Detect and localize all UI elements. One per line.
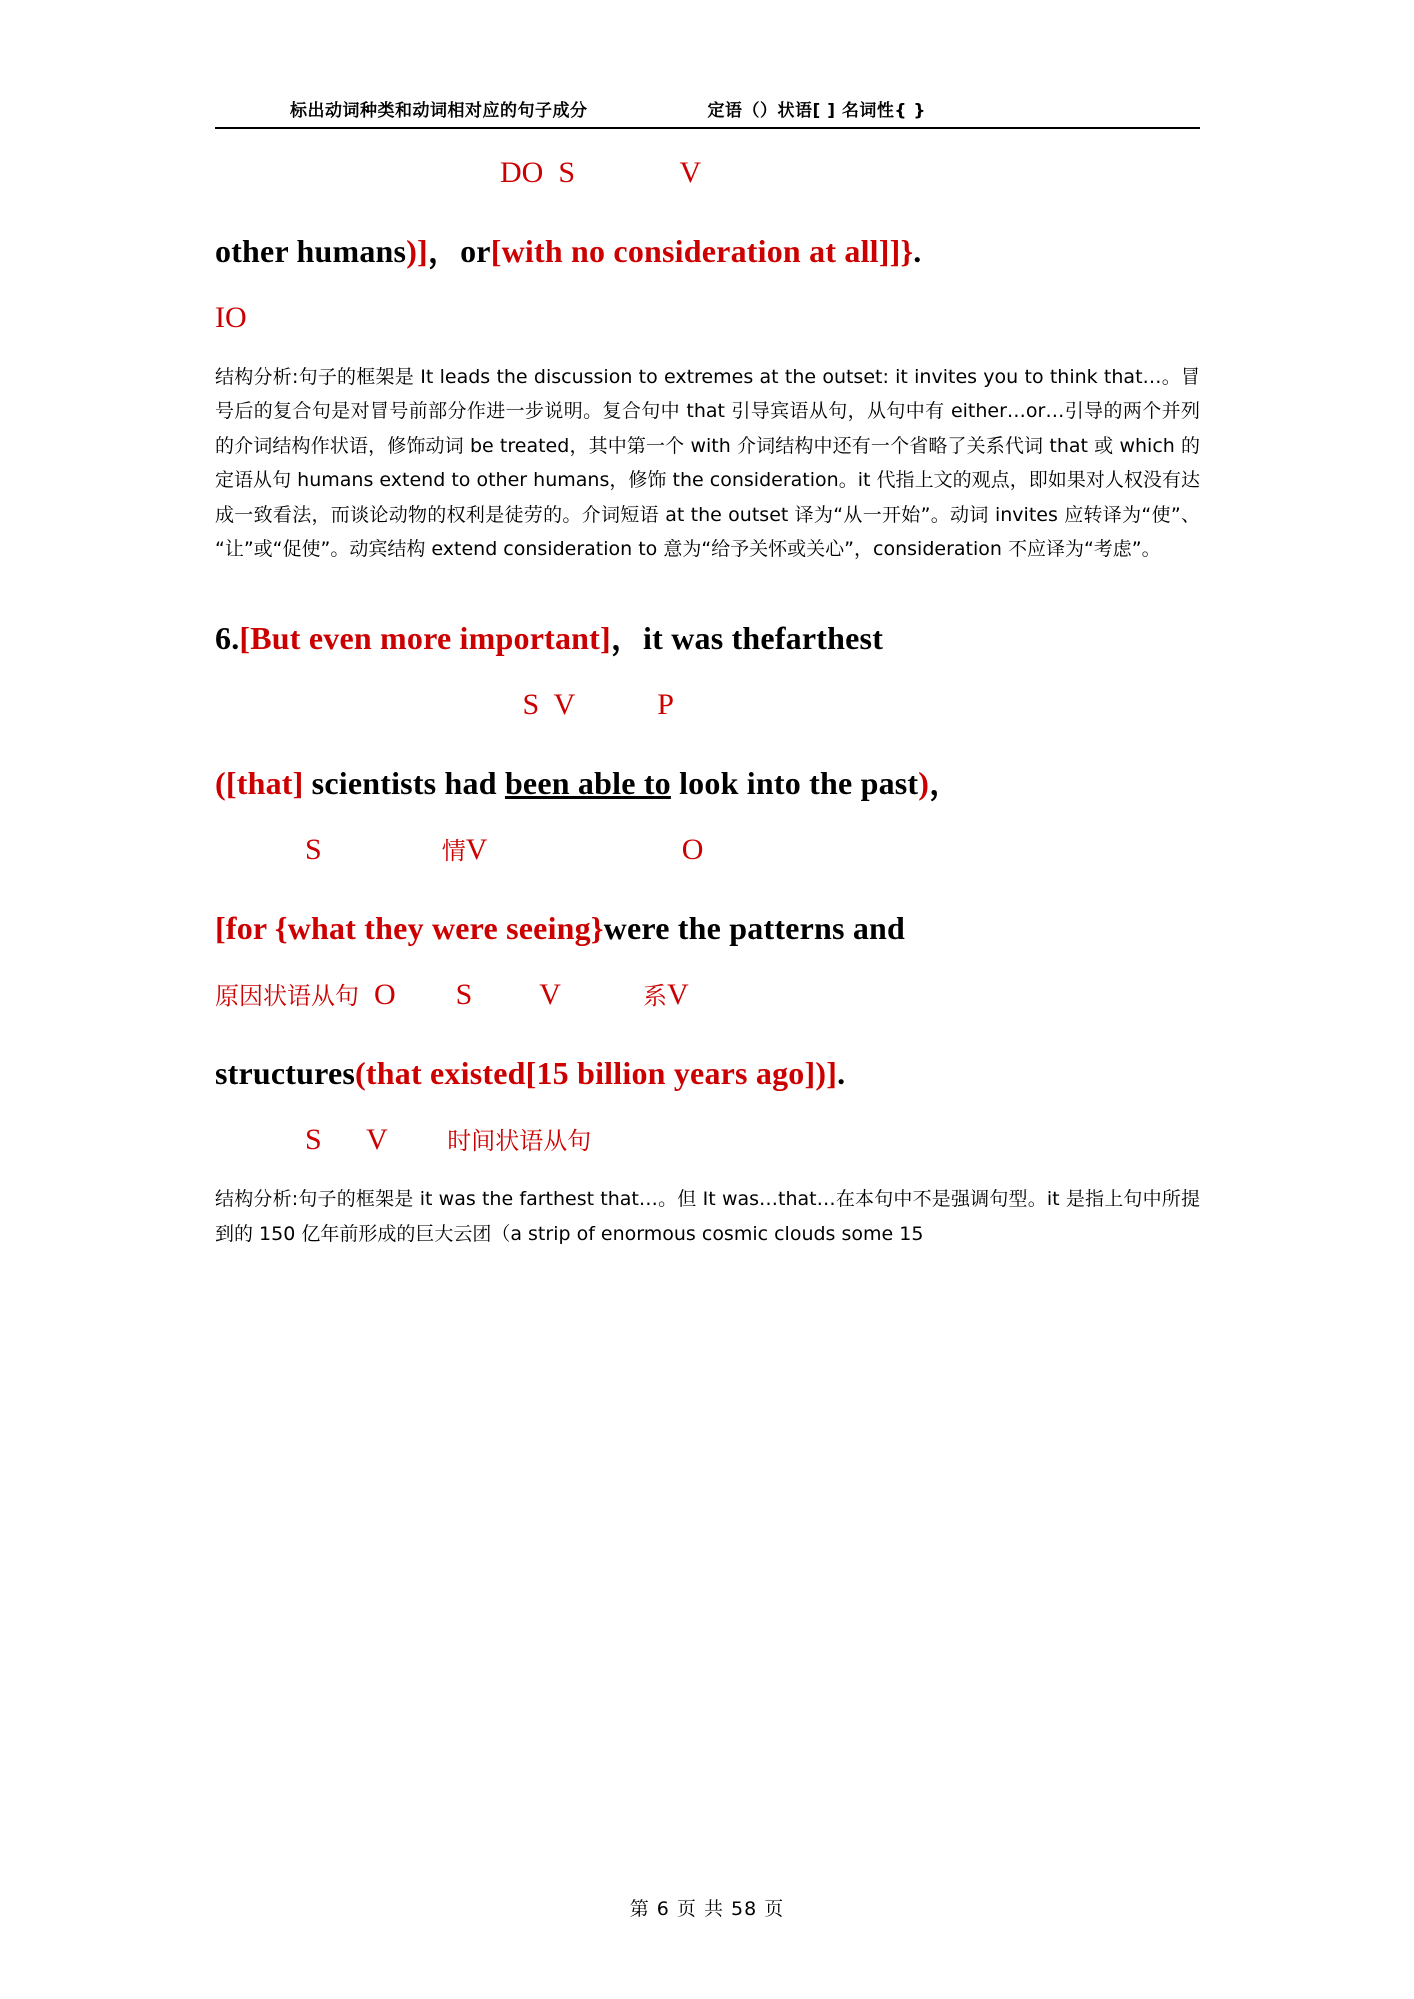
sentence-3-seg7: ， [929,765,962,802]
analysis-1-text: 结构分析:句子的框架是 It leads the discussion to extremes at the outset: it invites you to think that…。冒号后的复合句是对冒号前部分作进一步说明。复合句中 that 引导宾语从句，从句中有 either…or…引导的两个并列的介词结构作状语，修饰动词 be treated，其中第一个 with 介词结构中还有一个省略了关系代词 that 或 which 的定语从句 humans extend to other humans，修饰 the consideration。it 代指上文的观点，即如果对人权没有达成一致看法，而谈论动物的权利是徒劳的。介词短语 at the outset 译为“从一开始”。动词 invites 应转译为“使”、“让”或“促使”。动宾结构 extend consideration to 意为“给予关怀或关心”，consideration 不应译为“考虑”。 [215,366,1200,560]
sentence-1-seg4: [with no consideration at all]]} [490,233,914,269]
annotation-row-do-s-v: DO S V [215,156,702,189]
spacer [215,1103,1200,1117]
sentence-4-seg1: [for {what they were seeing} [215,910,604,947]
annotation-5-a: S V [215,1123,448,1157]
structure-analysis-2 [215,1182,1200,1251]
sentence-2-seg1: [But even more important] [239,620,611,657]
annotation-row-cause-clause [215,972,1200,1017]
spacer [215,813,1200,827]
sentence-line-5 [215,1049,1200,1097]
spacer [215,281,1200,295]
sentence-5-seg2: (that existed [355,1055,526,1092]
annotation-3-b: V O [465,833,704,867]
spacer [215,195,1200,209]
annotation-4-cn: 原因状语从句 [215,982,359,1011]
spacer [215,668,1200,682]
sentence-3-seg4: been able to [504,765,671,802]
annotation-5-cn: 时间状语从句 [447,1127,592,1156]
sentence-5-seg4: )] [815,1055,838,1092]
sentence-line-1 [215,227,1200,275]
spacer [215,958,1200,972]
annotation-row-io: IO [215,301,247,334]
sentence-3-seg2: [that] [225,765,304,802]
page-number-text: 第 6 页 共 58 页 [629,1898,785,1920]
annotation-4-a: O S V [359,978,643,1012]
header-right-text: 定语（）状语[ ] 名词性{ } [707,101,926,121]
sentence-1-seg3: ，or [427,233,491,269]
analysis-2-text: 结构分析:句子的框架是 it was the farthest that…。但 It was…that…在本句中不是强调句型。it 是指上句中所提到的 150 亿年前形成的巨大云团（a strip of enormous cosmic clouds some 15 [215,1188,1200,1245]
sentence-1-seg1: other humans [215,233,407,269]
structure-analysis-1 [215,360,1200,566]
page-content [215,150,1200,1251]
sentence-4-seg2: were the patterns and [603,910,906,947]
annotation-3-a: S [215,833,442,867]
spacer [215,1017,1200,1031]
annotation-4-b: V [666,978,689,1012]
sentence-line-2 [215,614,1200,662]
sentence-1-seg2: )] [406,233,428,269]
spacer [215,566,1200,596]
header-left-text: 标出动词种类和动词相对应的句子成分 [290,101,588,121]
sentence-3-seg5: look into the past [670,765,919,802]
annotation-row-s-modal-v-o [215,827,1200,872]
sentence-line-3 [215,759,1200,807]
spacer [215,872,1200,886]
spacer [215,727,1200,741]
sentence-line-4 [215,904,1200,952]
sentence-3-seg1: ( [215,765,226,802]
sentence-1-seg5: . [913,233,922,269]
sentence-3-seg3: scientists had [303,765,505,802]
sentence-5-seg1: structures [215,1055,356,1092]
annotation-row-time-clause [215,1117,1200,1162]
annotation-4-cn2: 系 [642,982,667,1011]
sentence-5-seg3: [15 billion years ago] [525,1055,816,1092]
page-header [215,96,1200,129]
annotation-3-cn: 情 [441,837,466,866]
page-footer [0,1894,1414,1921]
sentence-5-seg5: . [837,1055,846,1092]
sentence-2-seg2: ，it was thefarthest [610,620,884,657]
sentence-3-seg6: ) [918,765,930,802]
annotation-row-s-v-p: S V P [215,688,674,722]
item-number: 6. [215,620,240,657]
